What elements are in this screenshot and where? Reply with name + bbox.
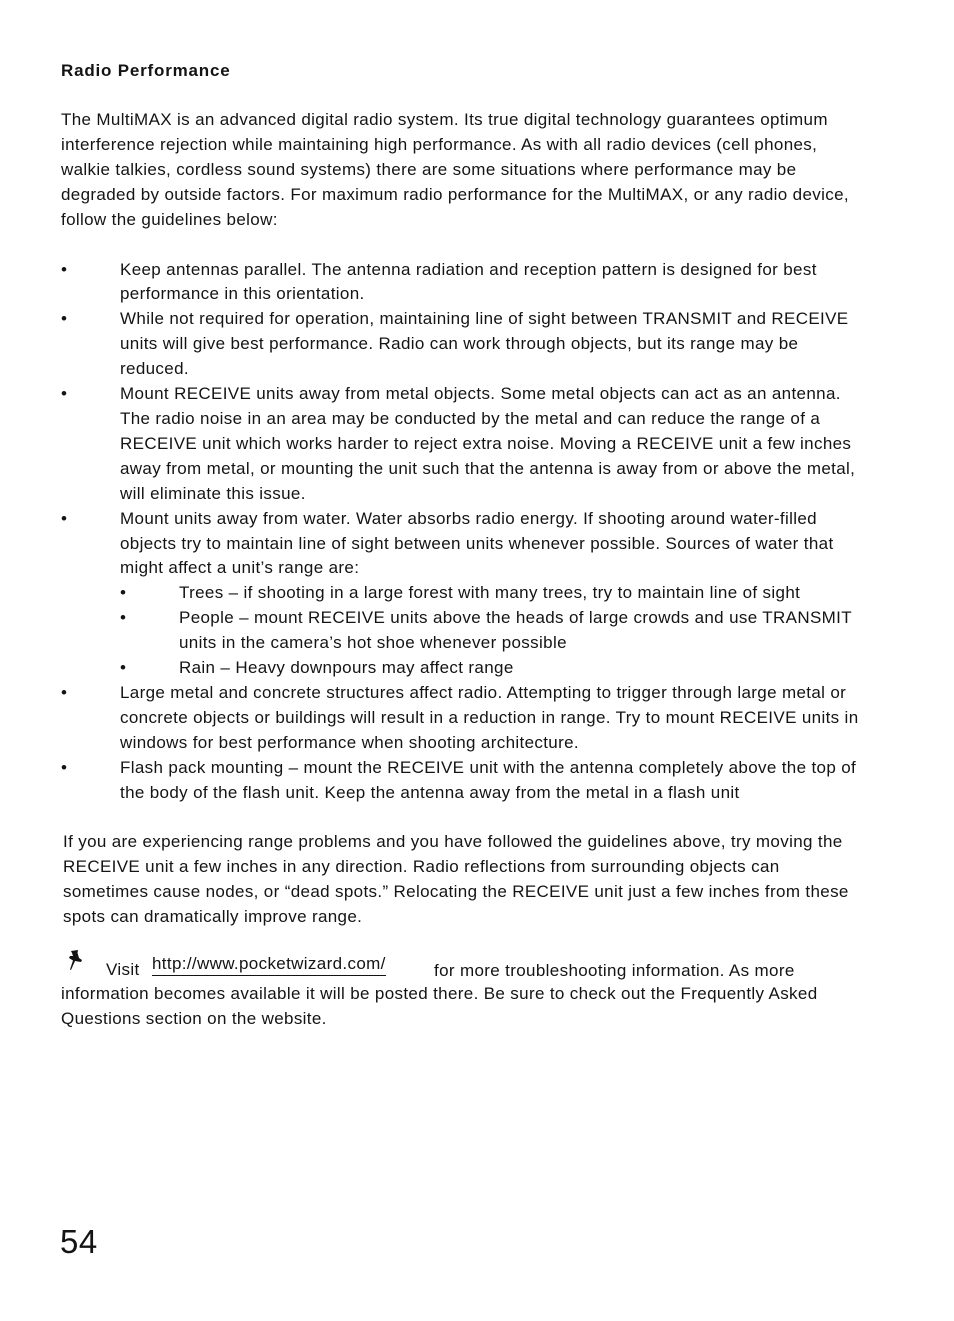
- section-title: Radio Performance: [61, 61, 231, 80]
- guideline-text: Flash pack mounting – mount the RECEIVE unit with the antenna completely above the top of the body of the flash unit. Keep the antenna away from the metal in a flash unit: [120, 757, 857, 802]
- bullet-marker: •: [61, 259, 68, 279]
- bullet-marker: •: [61, 309, 68, 329]
- water-sources-list: [120, 581, 869, 681]
- tip-text-line1: for more troubleshooting information. As more: [434, 961, 795, 981]
- guideline-text: While not required for operation, maintaining line of sight between TRANSMIT and RECEIVE units will give best performance. Radio can work through objects, but its range may be reduced.: [120, 309, 849, 379]
- bullet-marker: •: [61, 757, 68, 777]
- list-item: [120, 581, 869, 606]
- intro-paragraph: The MultiMAX is an advanced digital radio system. Its true digital technology guarantees optimum interference rejection while maintaining high performance. As with all radio devices (cell phones, walkie talkies, cordless sound systems) there are some situations where performance may be degraded by outside factors. For maximum radio performance for the MultiMAX, or any radio device, follow the guidelines below:: [61, 110, 849, 229]
- water-source-text: Trees – if shooting in a large forest with many trees, try to maintain line of sight: [179, 583, 801, 603]
- guideline-text: Large metal and concrete structures affect radio. Attempting to trigger through large metal or concrete objects or buildings will result in a reduction in range. Try to mount RECEIVE units in windows for best performance when shooting architecture.: [120, 682, 859, 752]
- tip-first-line: [61, 955, 869, 985]
- list-item: [61, 307, 869, 382]
- guideline-text: Mount units away from water. Water absorbs radio energy. If shooting around water-filled objects try to maintain line of sight between units whenever possible. Sources of water that might affect a unit’s range are:: [120, 508, 834, 578]
- list-item: [120, 656, 869, 681]
- tip-note: [61, 955, 869, 1032]
- water-source-text: Rain – Heavy downpours may affect range: [179, 658, 514, 678]
- list-item: [61, 507, 869, 681]
- bullet-marker: •: [120, 608, 127, 628]
- tip-visit-label: Visit: [106, 960, 140, 980]
- tip-text-continued: information becomes available it will be posted there. Be sure to check out the Frequently Asked Questions section on the website.: [61, 984, 818, 1028]
- guidelines-list: [61, 258, 869, 806]
- bullet-marker: •: [120, 583, 127, 603]
- bullet-marker: •: [120, 658, 127, 678]
- list-item: [61, 681, 869, 756]
- bullet-marker: •: [61, 682, 68, 702]
- document-page: [61, 58, 869, 1032]
- list-item: [120, 606, 869, 656]
- water-source-text: People – mount RECEIVE units above the heads of large crowds and use TRANSMIT units in the camera’s hot shoe whenever possible: [179, 608, 852, 653]
- page-number: 54: [60, 1223, 98, 1260]
- guideline-text: Mount RECEIVE units away from metal objects. Some metal objects can act as an antenna. The radio noise in an area may be conducted by the metal and can reduce the range of a RECEIVE unit which works harder to reject extra noise. Moving a RECEIVE unit a few inches away from metal, or mounting the unit such that the antenna is away from or above the metal, will eliminate this issue.: [120, 384, 856, 503]
- list-item: [61, 382, 869, 507]
- website-link[interactable]: http://www.pocketwizard.com/: [152, 953, 386, 976]
- pushpin-icon: [67, 949, 85, 975]
- guideline-text: Keep antennas parallel. The antenna radiation and reception pattern is designed for best performance in this orientation.: [120, 259, 817, 304]
- list-item: [61, 258, 869, 308]
- list-item: [61, 756, 869, 806]
- bullet-marker: •: [61, 384, 68, 404]
- bullet-marker: •: [61, 508, 68, 528]
- troubleshooting-paragraph: If you are experiencing range problems and you have followed the guidelines above, try moving the RECEIVE unit a few inches in any direction. Radio reflections from surrounding objects can sometimes cause nodes, or “dead spots.” Relocating the RECEIVE unit just a few inches from these spots can dramatically improve range.: [63, 832, 849, 927]
